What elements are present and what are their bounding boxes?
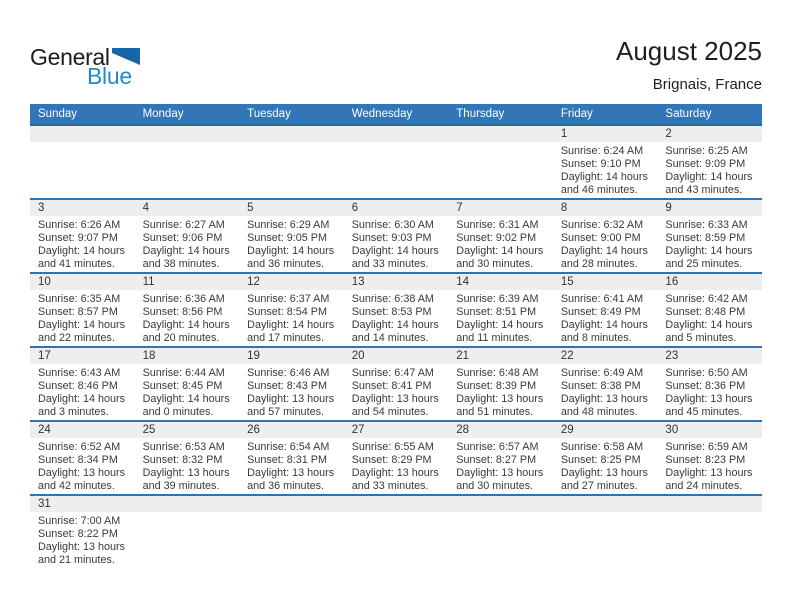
day-info-line: Sunrise: 6:36 AM <box>142 293 225 305</box>
day-info-line: and 28 minutes. <box>560 258 638 270</box>
day-info <box>30 440 135 494</box>
empty-day-cell <box>135 496 240 568</box>
day-info <box>344 366 449 420</box>
day-info-line: Sunset: 8:59 PM <box>665 232 746 244</box>
day-info-line: and 17 minutes. <box>247 332 324 344</box>
day-info-line: Sunset: 8:54 PM <box>247 306 327 318</box>
day-info <box>553 218 658 272</box>
day-cell <box>657 126 762 198</box>
day-cell <box>553 348 658 420</box>
day-cell <box>30 274 135 346</box>
day-number: 10 <box>30 274 135 290</box>
day-cell <box>448 200 553 272</box>
day-info-line: Sunrise: 6:57 AM <box>456 441 539 453</box>
day-number: 31 <box>30 496 135 512</box>
day-info-line: Sunset: 8:38 PM <box>560 380 641 392</box>
empty-day-cell <box>344 496 449 568</box>
day-info-line: Daylight: 13 hours <box>665 393 753 405</box>
day-number: 30 <box>657 422 762 438</box>
day-info-line: Sunset: 9:05 PM <box>247 232 327 244</box>
day-info <box>239 292 344 346</box>
day-info-line: Sunrise: 6:38 AM <box>351 293 434 305</box>
day-info-line: Sunrise: 6:29 AM <box>247 219 330 231</box>
day-number: 15 <box>553 274 658 290</box>
day-info-line: Daylight: 14 hours <box>560 171 648 183</box>
day-info-line: Sunset: 8:46 PM <box>38 380 118 392</box>
empty-day-cell <box>448 496 553 568</box>
day-info <box>239 440 344 494</box>
week-row <box>30 126 762 200</box>
day-info-line: and 51 minutes. <box>456 406 534 418</box>
day-number: 9 <box>657 200 762 216</box>
empty-day-cell <box>657 496 762 568</box>
day-info-line: Sunset: 8:51 PM <box>456 306 537 318</box>
day-info-line: Sunset: 9:06 PM <box>142 232 223 244</box>
day-info-line: Sunrise: 6:47 AM <box>351 367 434 379</box>
day-cell <box>553 274 658 346</box>
day-info <box>135 218 240 272</box>
day-info-line: Sunrise: 6:49 AM <box>560 367 644 379</box>
day-info-line: Daylight: 13 hours <box>142 467 230 479</box>
empty-day-cell <box>553 496 658 568</box>
day-info <box>657 292 762 346</box>
weekday-header-tuesday: Tuesday <box>247 108 291 120</box>
day-info-line: and 43 minutes. <box>665 184 743 196</box>
day-info <box>657 144 762 198</box>
empty-day-cell <box>344 126 449 198</box>
day-info-line: and 8 minutes. <box>560 332 632 344</box>
day-info <box>448 292 553 346</box>
day-info-line: Sunrise: 6:54 AM <box>247 441 330 453</box>
day-info-line: Daylight: 14 hours <box>38 319 126 331</box>
day-info-line: Sunrise: 6:31 AM <box>456 219 539 231</box>
day-cell <box>448 348 553 420</box>
day-info-line: Sunrise: 6:53 AM <box>142 441 225 453</box>
day-info <box>239 144 344 198</box>
day-number: 23 <box>657 348 762 364</box>
day-info <box>344 292 449 346</box>
day-info-line: and 39 minutes. <box>142 480 220 492</box>
day-info-line: Daylight: 13 hours <box>351 393 439 405</box>
day-info-line: Sunrise: 6:33 AM <box>665 219 748 231</box>
weekday-header-wednesday: Wednesday <box>351 108 413 120</box>
day-info-line: and 36 minutes. <box>247 480 324 492</box>
day-info <box>553 514 658 568</box>
weekday-header-saturday: Saturday <box>665 108 712 120</box>
day-number: 18 <box>135 348 240 364</box>
day-info-line: and 0 minutes. <box>142 406 214 418</box>
day-cell <box>135 200 240 272</box>
day-cell <box>239 348 344 420</box>
day-info-line: Daylight: 14 hours <box>456 245 544 257</box>
day-info <box>344 144 449 198</box>
day-number <box>657 496 762 512</box>
day-number: 1 <box>553 126 658 142</box>
day-info-line: and 21 minutes. <box>38 554 115 566</box>
day-cell <box>553 126 658 198</box>
day-info-line: Sunset: 8:23 PM <box>665 454 746 466</box>
day-info-line: Daylight: 13 hours <box>247 393 335 405</box>
day-number: 2 <box>657 126 762 142</box>
day-info-line: and 48 minutes. <box>560 406 638 418</box>
day-info-line: Sunset: 8:34 PM <box>38 454 118 466</box>
day-info <box>30 514 135 568</box>
day-number: 26 <box>239 422 344 438</box>
day-number: 22 <box>553 348 658 364</box>
weekday-header-sunday: Sunday <box>38 108 78 120</box>
day-info-line: Sunrise: 6:25 AM <box>665 145 748 157</box>
day-number: 21 <box>448 348 553 364</box>
day-info <box>553 366 658 420</box>
day-info-line: Daylight: 14 hours <box>142 245 230 257</box>
day-info-line: Daylight: 14 hours <box>560 319 648 331</box>
day-info-line: Sunset: 8:39 PM <box>456 380 537 392</box>
day-info-line: Sunset: 9:03 PM <box>351 232 432 244</box>
day-info-line: and 33 minutes. <box>351 258 429 270</box>
week-row <box>30 348 762 422</box>
day-info-line: Sunrise: 6:59 AM <box>665 441 748 453</box>
day-cell <box>344 348 449 420</box>
day-info-line: Daylight: 14 hours <box>351 319 439 331</box>
day-info-line: Sunset: 8:29 PM <box>351 454 432 466</box>
day-info-line: and 46 minutes. <box>560 184 638 196</box>
day-cell <box>344 200 449 272</box>
day-cell <box>30 348 135 420</box>
day-info <box>448 366 553 420</box>
day-info-line: and 33 minutes. <box>351 480 429 492</box>
day-info <box>30 144 135 198</box>
day-cell <box>30 200 135 272</box>
day-number: 20 <box>344 348 449 364</box>
day-info-line: Daylight: 13 hours <box>456 393 544 405</box>
day-info-line: Sunset: 9:02 PM <box>456 232 537 244</box>
day-info-line: Daylight: 13 hours <box>351 467 439 479</box>
weeks-grid <box>30 126 762 568</box>
day-info-line: and 41 minutes. <box>38 258 115 270</box>
day-info <box>30 366 135 420</box>
day-info <box>657 366 762 420</box>
day-info <box>135 292 240 346</box>
day-info-line: Sunset: 8:41 PM <box>351 380 432 392</box>
day-number: 4 <box>135 200 240 216</box>
day-number <box>448 496 553 512</box>
empty-day-cell <box>30 126 135 198</box>
day-number: 8 <box>553 200 658 216</box>
day-cell <box>239 422 344 494</box>
day-info <box>135 144 240 198</box>
day-number <box>239 126 344 142</box>
day-cell <box>553 200 658 272</box>
day-info-line: Daylight: 14 hours <box>142 319 230 331</box>
week-row <box>30 200 762 274</box>
day-info-line: Sunrise: 6:27 AM <box>142 219 225 231</box>
week-row <box>30 422 762 496</box>
day-info-line: Sunset: 8:22 PM <box>38 528 118 540</box>
day-info-line: Daylight: 14 hours <box>665 171 753 183</box>
day-info <box>553 292 658 346</box>
general-blue-logo <box>30 44 140 90</box>
day-number <box>135 496 240 512</box>
empty-day-cell <box>135 126 240 198</box>
day-info-line: and 20 minutes. <box>142 332 220 344</box>
day-number: 19 <box>239 348 344 364</box>
day-number: 3 <box>30 200 135 216</box>
day-info-line: Sunrise: 6:30 AM <box>351 219 434 231</box>
day-info <box>448 218 553 272</box>
day-info-line: Daylight: 13 hours <box>456 467 544 479</box>
day-info-line: Sunset: 8:27 PM <box>456 454 537 466</box>
day-info-line: Sunrise: 6:52 AM <box>38 441 121 453</box>
day-info-line: Sunset: 8:53 PM <box>351 306 432 318</box>
day-info <box>657 440 762 494</box>
day-info-line: Daylight: 14 hours <box>142 393 230 405</box>
day-info-line: and 5 minutes. <box>665 332 737 344</box>
day-info-line: and 38 minutes. <box>142 258 220 270</box>
day-number: 27 <box>344 422 449 438</box>
day-number: 29 <box>553 422 658 438</box>
day-number <box>135 126 240 142</box>
weekday-header-thursday: Thursday <box>456 108 505 120</box>
day-info-line: Daylight: 14 hours <box>38 393 126 405</box>
day-info-line: Sunrise: 6:44 AM <box>142 367 225 379</box>
day-number <box>344 496 449 512</box>
day-info-line: Sunset: 9:00 PM <box>560 232 641 244</box>
title-block <box>616 36 762 93</box>
day-info-line: Sunset: 8:31 PM <box>247 454 327 466</box>
weekday-header-row <box>30 104 762 126</box>
day-cell <box>657 200 762 272</box>
day-number: 25 <box>135 422 240 438</box>
day-info-line: Daylight: 13 hours <box>665 467 753 479</box>
day-info-line: Sunrise: 6:58 AM <box>560 441 644 453</box>
day-info-line: Daylight: 14 hours <box>351 245 439 257</box>
day-info-line: Sunset: 9:10 PM <box>560 158 641 170</box>
day-info <box>135 366 240 420</box>
weekday-header-friday: Friday <box>560 108 593 120</box>
day-info <box>448 514 553 568</box>
day-info-line: Sunset: 8:25 PM <box>560 454 641 466</box>
day-number <box>344 126 449 142</box>
day-info-line: Sunrise: 6:48 AM <box>456 367 539 379</box>
day-cell <box>30 422 135 494</box>
day-info-line: Daylight: 14 hours <box>247 319 335 331</box>
day-cell <box>553 422 658 494</box>
location-subtitle: Brignais, France <box>652 76 762 93</box>
day-info <box>135 514 240 568</box>
day-info-line: and 22 minutes. <box>38 332 115 344</box>
day-info-line: Sunset: 8:57 PM <box>38 306 118 318</box>
day-number: 5 <box>239 200 344 216</box>
day-info <box>344 440 449 494</box>
day-info-line: and 54 minutes. <box>351 406 429 418</box>
day-info-line: Sunrise: 6:41 AM <box>560 293 644 305</box>
day-info-line: Daylight: 14 hours <box>665 245 753 257</box>
day-info-line: Daylight: 13 hours <box>247 467 335 479</box>
day-info <box>239 514 344 568</box>
logo-text-blue: Blue <box>87 63 132 89</box>
day-info-line: Sunrise: 6:55 AM <box>351 441 434 453</box>
day-info-line: Sunrise: 6:26 AM <box>38 219 121 231</box>
day-info <box>239 218 344 272</box>
day-info-line: Sunset: 9:07 PM <box>38 232 118 244</box>
day-number <box>553 496 658 512</box>
day-info-line: and 3 minutes. <box>38 406 109 418</box>
day-info-line: and 36 minutes. <box>247 258 324 270</box>
day-info-line: Daylight: 14 hours <box>247 245 335 257</box>
day-info-line: and 42 minutes. <box>38 480 115 492</box>
day-info-line: Daylight: 13 hours <box>560 393 648 405</box>
day-info-line: and 25 minutes. <box>665 258 743 270</box>
day-info-line: Sunrise: 6:35 AM <box>38 293 121 305</box>
day-info-line: Sunset: 8:43 PM <box>247 380 327 392</box>
day-info-line: Sunrise: 6:39 AM <box>456 293 539 305</box>
day-cell <box>448 274 553 346</box>
day-info-line: Sunset: 8:45 PM <box>142 380 223 392</box>
day-info-line: Sunset: 8:48 PM <box>665 306 746 318</box>
day-info-line: Sunset: 8:32 PM <box>142 454 223 466</box>
logo-text-general: General <box>30 44 110 70</box>
day-cell <box>657 274 762 346</box>
day-cell <box>657 422 762 494</box>
day-cell <box>239 200 344 272</box>
day-info-line: Daylight: 14 hours <box>560 245 648 257</box>
day-number: 16 <box>657 274 762 290</box>
day-info-line: Sunrise: 6:42 AM <box>665 293 748 305</box>
day-cell <box>135 274 240 346</box>
day-info <box>239 366 344 420</box>
day-info <box>448 144 553 198</box>
week-row <box>30 496 762 568</box>
day-info-line: and 14 minutes. <box>351 332 429 344</box>
calendar-table <box>30 104 762 568</box>
empty-day-cell <box>239 496 344 568</box>
day-info-line: Sunset: 8:36 PM <box>665 380 746 392</box>
day-info <box>344 218 449 272</box>
day-info-line: Sunrise: 6:46 AM <box>247 367 330 379</box>
day-info-line: Sunrise: 6:50 AM <box>665 367 748 379</box>
day-info-line: Daylight: 14 hours <box>665 319 753 331</box>
day-info-line: Sunrise: 7:00 AM <box>38 515 121 527</box>
day-cell <box>344 274 449 346</box>
day-info <box>344 514 449 568</box>
day-info <box>657 514 762 568</box>
day-number <box>448 126 553 142</box>
day-number: 14 <box>448 274 553 290</box>
day-cell <box>448 422 553 494</box>
day-number: 17 <box>30 348 135 364</box>
day-number <box>239 496 344 512</box>
month-title: August 2025 <box>615 36 762 66</box>
day-info <box>30 292 135 346</box>
week-row <box>30 274 762 348</box>
day-info <box>448 440 553 494</box>
day-info-line: Sunrise: 6:24 AM <box>560 145 644 157</box>
day-number: 12 <box>239 274 344 290</box>
day-number: 11 <box>135 274 240 290</box>
day-info-line: and 27 minutes. <box>560 480 638 492</box>
day-cell <box>135 422 240 494</box>
day-info-line: and 11 minutes. <box>456 332 533 344</box>
day-info-line: and 45 minutes. <box>665 406 743 418</box>
day-cell <box>657 348 762 420</box>
day-cell <box>30 496 135 568</box>
day-cell <box>344 422 449 494</box>
day-info-line: Sunset: 8:56 PM <box>142 306 223 318</box>
day-number: 24 <box>30 422 135 438</box>
day-info <box>553 440 658 494</box>
day-cell <box>135 348 240 420</box>
day-info <box>135 440 240 494</box>
day-info-line: and 24 minutes. <box>665 480 743 492</box>
day-number: 13 <box>344 274 449 290</box>
day-info-line: Daylight: 13 hours <box>560 467 648 479</box>
day-info-line: and 30 minutes. <box>456 480 534 492</box>
day-info-line: Daylight: 14 hours <box>456 319 544 331</box>
day-info-line: Daylight: 13 hours <box>38 541 126 553</box>
day-info-line: Daylight: 14 hours <box>38 245 126 257</box>
day-number <box>30 126 135 142</box>
day-info-line: Sunset: 9:09 PM <box>665 158 746 170</box>
day-number: 7 <box>448 200 553 216</box>
day-info-line: Sunrise: 6:43 AM <box>38 367 121 379</box>
day-info-line: Sunset: 8:49 PM <box>560 306 641 318</box>
weekday-header-monday: Monday <box>142 108 184 120</box>
day-cell <box>239 274 344 346</box>
day-info-line: and 30 minutes. <box>456 258 534 270</box>
day-number: 6 <box>344 200 449 216</box>
day-info-line: and 57 minutes. <box>247 406 324 418</box>
day-info-line: Sunrise: 6:32 AM <box>560 219 644 231</box>
day-info-line: Daylight: 13 hours <box>38 467 126 479</box>
day-info <box>30 218 135 272</box>
empty-day-cell <box>239 126 344 198</box>
empty-day-cell <box>448 126 553 198</box>
day-info <box>657 218 762 272</box>
day-info <box>553 144 658 198</box>
day-info-line: Sunrise: 6:37 AM <box>247 293 330 305</box>
day-number: 28 <box>448 422 553 438</box>
